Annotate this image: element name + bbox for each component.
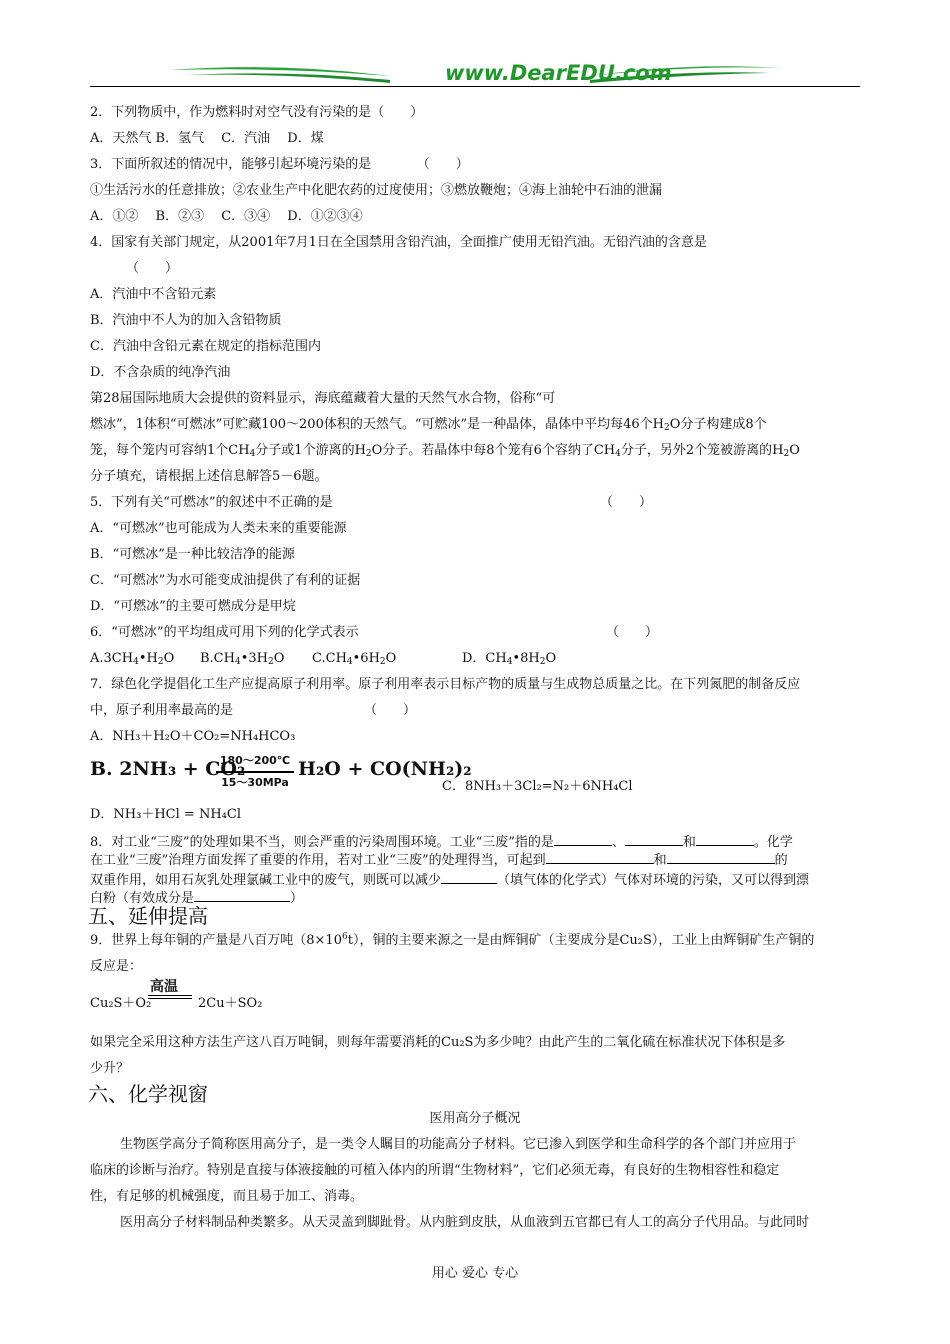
q9-line-1: 9．世界上每年铜的产量是八百万吨$(8\times 10^6t)$，铜的主要来源之一是由辉铜矿（主要成分是Cu₂S），工业上由辉铜矿生产铜的 [90, 932, 815, 948]
q4-option-d: D．不含杂质的纯净汽油 [90, 365, 231, 380]
q8-blank-4[interactable] [546, 850, 654, 864]
q7-stem-line-2: 中，原子利用率最高的是 [90, 703, 234, 718]
q4-stem: 4．国家有关部门规定，从2001年7月1日在全国禁用含铅汽油，全面推广使用无铅汽油。无铅汽油的含意是 [90, 235, 707, 250]
q9-eq-products: 2Cu＋SO₂ [198, 996, 263, 1011]
q8-blank-6[interactable] [441, 870, 497, 884]
q9-question-line-2: 少升？ [90, 1061, 130, 1076]
q7-paren: （ ） [364, 703, 417, 718]
q8-blank-2[interactable] [625, 832, 683, 846]
q8-blank-7[interactable] [194, 888, 290, 902]
q7-b-condition-pressure: 15～30MPa [221, 776, 289, 789]
article-p2-line-1: 医用高分子材料制品种类繁多。从天灵盖到脚趾骨。从内脏到皮肤，从血液到五官都已有人工的高分子代用品。与此同时 [120, 1215, 810, 1230]
passage-line-4: 分子填充，请根据上述信息解答5－6题。 [90, 469, 328, 484]
q3-items: ①生活污水的任意排放；②农业生产中化肥农药的过度使用；③燃放鞭炮；④海上油轮中石油的泄漏 [90, 183, 663, 198]
q2-options: A．天然气 B．氢气 C．汽油 D．煤 [90, 131, 324, 146]
q9-eq-condition: 高温 [150, 979, 178, 995]
q4-option-c: C．汽油中含铅元素在规定的指标范围内 [90, 339, 321, 354]
q6-stem: 6．“可燃冰”的平均组成可用下列的化学式表示 [90, 625, 359, 640]
q6-paren: （ ） [606, 625, 659, 640]
passage-line-3: 笼，每个笼内可容纳1个$CH_4$分子或1个游离的$H_2O$分子。若晶体中每8个笼有6个容纳了$CH_4$分子，另外2个笼被游离的$H_2O$ [90, 443, 800, 459]
q9-eq-bar-bottom [148, 998, 192, 999]
q7-option-a: A．NH₃＋H₂O＋CO₂=NH₄HCO₃ [90, 729, 296, 744]
q4-option-b: B．汽油中不人为的加入含铅物质 [90, 313, 282, 328]
q5-option-a: A．“可燃冰”也可能成为人类未来的重要能源 [90, 521, 347, 536]
section-5-heading: 五、延伸提高 [88, 904, 208, 928]
q9-line-2: 反应是： [90, 959, 143, 974]
q4-paren: （ ） [126, 261, 179, 276]
article-title: 医用高分子概况 [429, 1111, 521, 1126]
q7-option-c: C．8NH₃＋3Cl₂=N₂＋6NH₄Cl [442, 779, 633, 794]
q2-stem: 2．下列物质中，作为燃料时对空气没有污染的是（ ） [90, 105, 424, 120]
q5-option-d: D．“可燃冰”的主要可燃成分是甲烷 [90, 599, 296, 614]
q5-option-c: C．“可燃冰”为水可能变成油提供了有利的证据 [90, 573, 361, 588]
q6-option-a: $A.3CH_4•H_2O$ [90, 651, 175, 667]
q3-stem: 3．下面所叙述的情况中，能够引起环境污染的是 （ ） [90, 157, 469, 172]
q4-option-a: A．汽油中不含铅元素 [90, 287, 217, 302]
q8-line-1: 8．对工业“三废”的处理如果不当，则会严重的污染周围环境。工业“三废”指的是 、 和 。化学 [90, 832, 793, 852]
passage-line-2: 燃冰”，1体积“可燃冰”可贮藏100～200体积的天然气。“可燃冰”是一种晶体，晶体中平均每46个$H_2O$分子构建成8个 [90, 417, 767, 433]
q8-line-4: 白粉（有效成分是 ） [90, 888, 303, 908]
article-p1-line-2: 临床的诊断与治疗。特别是直接与体液接触的可植入体内的所谓“生物材料”，它们必须无毒，有良好的生物相容性和稳定 [90, 1163, 780, 1178]
q6-option-c: $C.CH_4•6H_2O$ [312, 651, 397, 667]
section-6-heading: 六、化学视窗 [88, 1082, 208, 1106]
q5-paren: （ ） [600, 495, 653, 510]
q6-option-d: D．$CH_4•8H_2O$ [462, 651, 557, 667]
q9-eq-reactants: Cu₂S＋O₂ [90, 996, 152, 1011]
q6-option-b: $B.CH_4•3H_2O$ [200, 651, 285, 667]
q8-blank-5[interactable] [667, 850, 775, 864]
q9-equation [90, 976, 390, 1010]
q7-stem-line-1: 7．绿色化学提倡化工生产应提高原子利用率。原子利用率表示目标产物的质量与生成物总质量之比。在下列氮肥的制备反应 [90, 677, 801, 692]
page-footer: 用心 爱心 专心 [431, 1266, 519, 1281]
q9-eq-bar-top [148, 995, 192, 996]
q7-b-products: H₂O + CO(NH₂)₂ [298, 758, 472, 780]
q7-option-d: D．NH₃＋HCl = NH₄Cl [90, 807, 241, 822]
article-p1-line-1: 生物医学高分子简称医用高分子，是一类令人瞩目的功能高分子材料。它已渗入到医学和生命科学的各个部门并应用于 [120, 1137, 797, 1152]
q7-b-condition-temperature: 180～200℃ [219, 754, 291, 767]
q8-line-3: 双重作用，如用石灰乳处理氯碱工业中的废气，则既可以减少 （填气体的化学式）气体对环境的污染，又可以得到漂 [90, 870, 809, 890]
q5-stem: 5．下列有关“可燃冰”的叙述中不正确的是 [90, 495, 333, 510]
passage-line-1: 第28届国际地质大会提供的资料显示，海底蕴藏着大量的天然气水合物，俗称“可 [90, 391, 556, 406]
article-p1-line-3: 性，有足够的机械强度，而且易于加工、消毒。 [90, 1189, 364, 1204]
q8-blank-1[interactable] [554, 832, 612, 846]
q7-b-reaction-arrow [216, 771, 294, 773]
q9-question-line-1: 如果完全采用这种方法生产这八百万吨铜，则每年需要消耗的Cu₂S为多少吨？由此产生的二氧化硫在标准状况下体积是多 [90, 1035, 786, 1050]
q8-line-2: 在工业“三废”治理方面发挥了重要的作用，若对工业“三废”的处理得当，可起到 和 的 [90, 850, 788, 870]
q7-b-reactants: B. 2NH₃ + CO₂ [90, 758, 246, 780]
q8-blank-3[interactable] [696, 832, 754, 846]
q5-option-b: B．“可燃冰”是一种比较洁净的能源 [90, 547, 295, 562]
q7-option-b-equation [90, 752, 790, 796]
header-rule [90, 86, 860, 87]
q3-options: A．①② B．②③ C．③④ D．①②③④ [90, 209, 363, 224]
site-logo-text: www.DearEDU.com [445, 61, 672, 85]
